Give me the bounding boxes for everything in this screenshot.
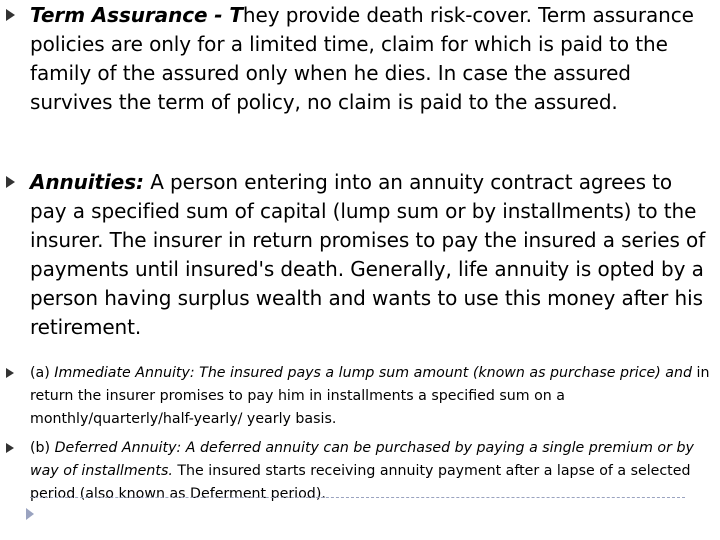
arrow-bullet-icon (6, 443, 14, 453)
arrow-bullet-icon (6, 176, 15, 188)
deferred-annuity-text: The insured starts receiving annuity payment after a lapse of a selected period (also known as Deferment period). (30, 463, 691, 502)
deferred-annuity-paragraph (30, 437, 714, 506)
term-assurance-heading: Term Assurance - T (30, 3, 243, 27)
immediate-annuity-text: in return the insurer promises to pay him in installments a specified sum on a monthly/quarterly/half-yearly/ yearly basis. (30, 365, 710, 427)
deferred-annuity-heading: Deferred Annuity: A deferred annuity can be purchased by paying a single premium or by way of installments. (30, 440, 694, 479)
immediate-annuity-paragraph (30, 362, 714, 431)
deferred-annuity-prefix: (b) (30, 440, 55, 456)
annuities-text: A person entering into an annuity contract agrees to pay a specified sum of capital (lump sum or by installments) to the insurer. The insurer in return promises to pay the insured a series of payments until insured's death. Generally, life annuity is opted by a person having surplus wealth and wants to use this money after his retirement. (30, 170, 706, 339)
term-assurance-paragraph (30, 1, 714, 117)
annuities-paragraph (30, 168, 714, 342)
arrow-bullet-icon (26, 508, 34, 520)
immediate-annuity-prefix: (a) (30, 365, 55, 381)
annuities-heading: Annuities: (30, 170, 144, 194)
term-assurance-text: hey provide death risk-cover. Term assurance policies are only for a limited time, claim for which is paid to the family of the assured only when he dies. In case the assured survives the term of policy, no claim is paid to the assured. (30, 3, 694, 114)
immediate-annuity-heading: Immediate Annuity: The insured pays a lump sum amount (known as purchase price) and (54, 365, 692, 381)
arrow-bullet-icon (6, 9, 15, 21)
arrow-bullet-icon (6, 368, 14, 378)
footer-divider (30, 497, 685, 498)
